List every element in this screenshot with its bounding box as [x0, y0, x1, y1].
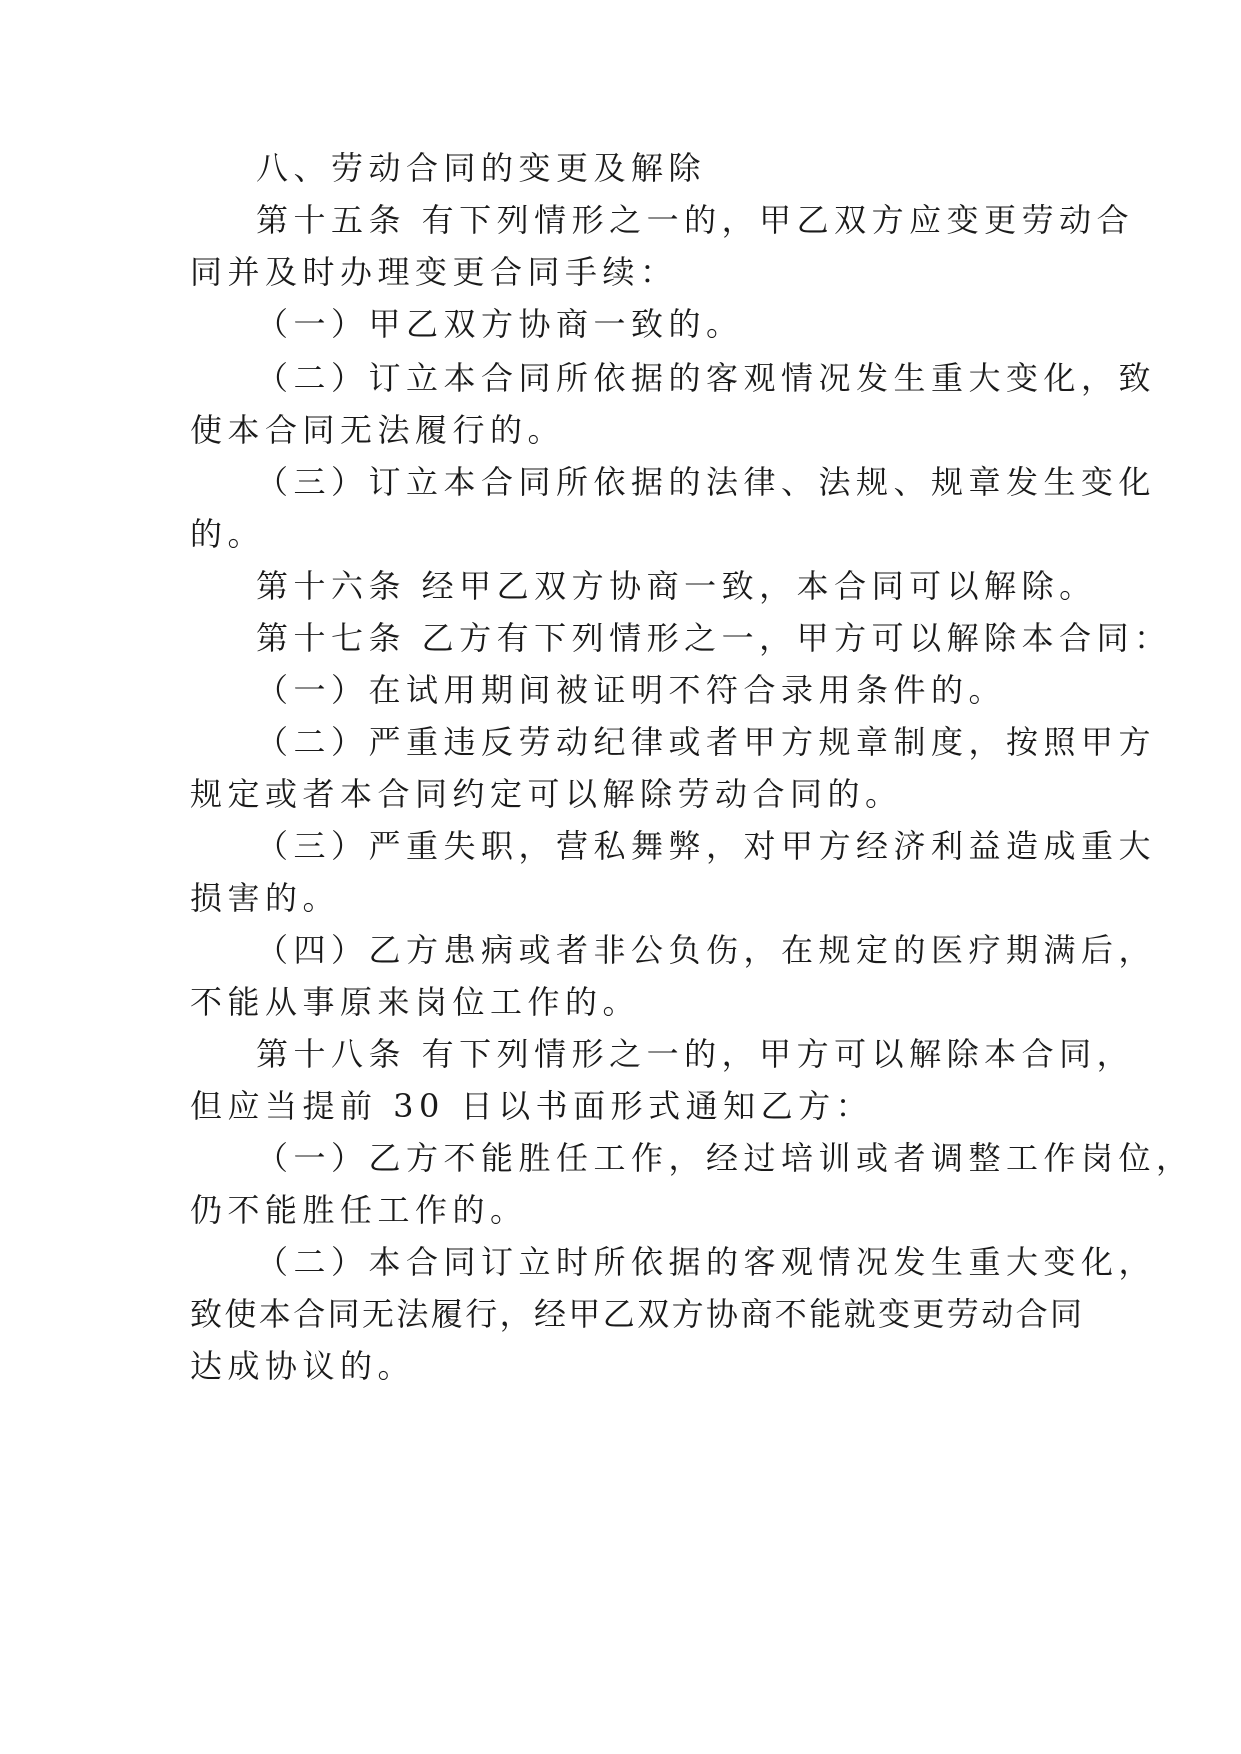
article-17-item-2-line-1: （二）严重违反劳动纪律或者甲方规章制度，按照甲方 [256, 723, 1157, 761]
article-15-item-3-line-1: （三）订立本合同所依据的法律、法规、规章发生变化 [256, 463, 1157, 501]
article-17-item-3-line-2: 损害的。 [190, 879, 341, 917]
article-18-item-1-line-1: （一）乙方不能胜任工作，经过培训或者调整工作岗位， [256, 1139, 1194, 1177]
article-17-item-1: （一）在试用期间被证明不符合录用条件的。 [256, 671, 1007, 709]
article-18-item-2-line-3: 达成协议的。 [190, 1347, 416, 1385]
article-18-item-2-line-2: 致使本合同无法履行，经甲乙双方协商不能就变更劳动合同 [190, 1295, 1085, 1333]
article-18-item-1-line-2: 仍不能胜任工作的。 [190, 1191, 528, 1229]
article-15-item-3-line-2: 的。 [190, 515, 266, 553]
article-18-item-2-line-1: （二）本合同订立时所依据的客观情况发生重大变化， [256, 1243, 1157, 1281]
article-17-item-4-line-1: （四）乙方患病或者非公负伤，在规定的医疗期满后， [256, 931, 1157, 969]
article-15-item-1: （一）甲乙双方协商一致的。 [256, 305, 744, 343]
article-17-item-2-line-2: 规定或者本合同约定可以解除劳动合同的。 [190, 775, 903, 813]
article-17-line-1: 第十七条 乙方有下列情形之一，甲方可以解除本合同： [256, 619, 1172, 657]
article-17-item-3-line-1: （三）严重失职，营私舞弊，对甲方经济利益造成重大 [256, 827, 1157, 865]
article-15-item-2-line-1: （二）订立本合同所依据的客观情况发生重大变化，致 [256, 359, 1157, 397]
article-18-line-2: 但应当提前 30 日以书面形式通知乙方： [190, 1087, 874, 1125]
article-18-line-1: 第十八条 有下列情形之一的，甲方可以解除本合同， [256, 1035, 1135, 1073]
article-17-item-4-line-2: 不能从事原来岗位工作的。 [190, 983, 641, 1021]
article-15-line-1: 第十五条 有下列情形之一的，甲乙双方应变更劳动合 [256, 201, 1135, 239]
section-heading: 八、劳动合同的变更及解除 [256, 149, 707, 187]
article-15-item-2-line-2: 使本合同无法履行的。 [190, 411, 566, 449]
article-16: 第十六条 经甲乙双方协商一致，本合同可以解除。 [256, 567, 1097, 605]
article-15-line-2: 同并及时办理变更合同手续： [190, 253, 678, 291]
